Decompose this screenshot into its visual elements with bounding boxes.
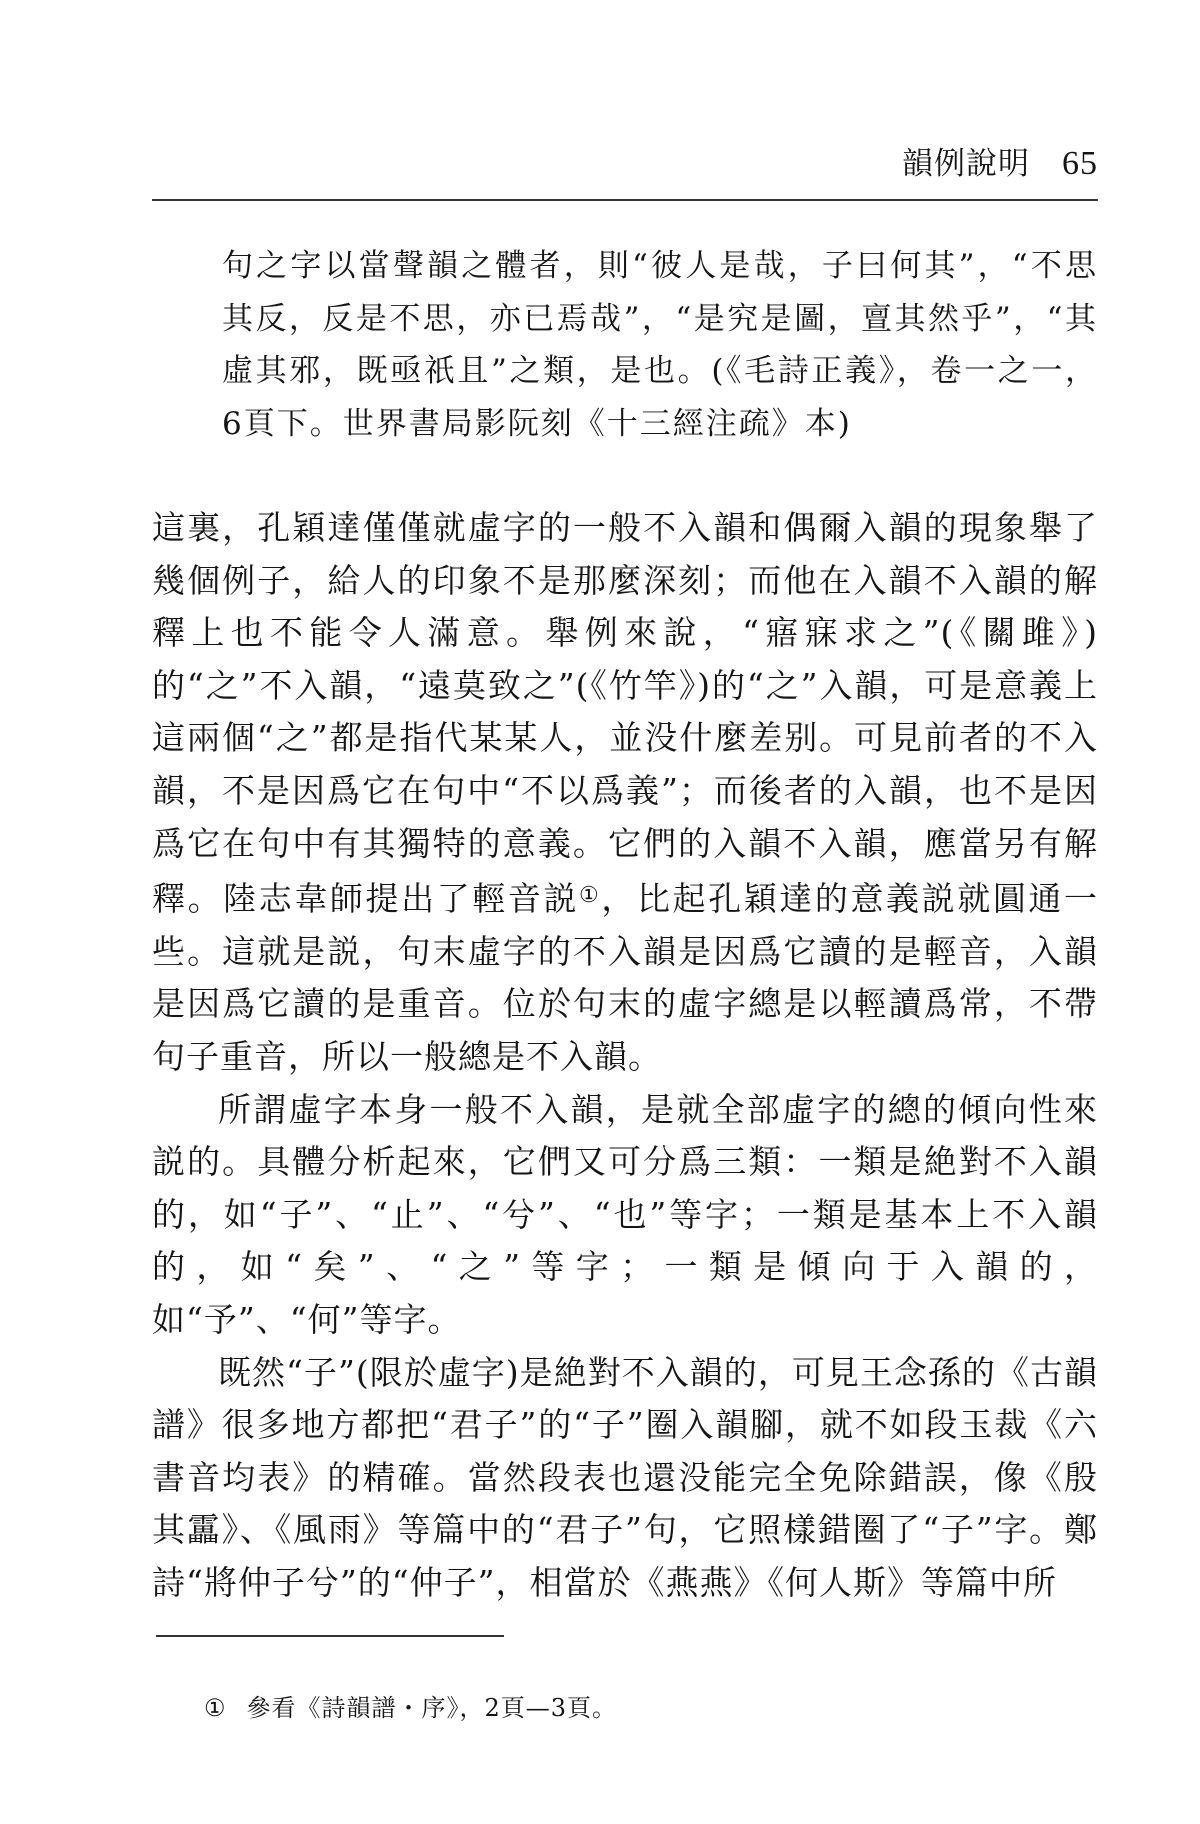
paragraph-1-part-1: 這裏，孔穎達僅僅就虛字的一般不入韻和偶爾入韻的現象舉了幾個例子，給人的印象不是那麼深刻；而他在入韻不入韻的解釋上也不能令人滿意。舉例來說，“寤寐求之”(《關雎》)的“之”不入韻，“遠莫致之”(《竹竿》)的“之”入韻，可是意義上這兩個“之”都是指代某某人，並没什麼差别。可見前者的不入韻，不是因爲它在句中“不以爲義”；而後者的入韻，也不是因爲它在句中有其獨特的意義。它們的入韻不入韻，應當另有解釋。陸志韋師提出了輕音説 [152,508,1098,919]
header-rule [152,199,1098,201]
footnote [204,1688,617,1723]
paragraph-1 [152,502,1098,1084]
footnote-rule [156,1635,504,1637]
paragraph-2: 所謂虛字本身一般不入韻，是就全部虛字的總的傾向性來説的。具體分析起來，它們又可分爲三類：一類是絶對不入韻的，如“子”、“止”、“兮”、“也”等字；一類是基本上不入韻的，如“矣”、“之”等字；一類是傾向于入韻的，如“予”、“何”等字。 [152,1089,1098,1339]
page-number: 65 [1062,145,1098,182]
footnote-reference[interactable]: ① [579,883,602,909]
body-text [152,502,1098,1609]
footnote-mark: ① [204,1694,227,1722]
section-title: 韻例說明 [902,146,1030,182]
paragraph-1-part-2: ，比起孔穎達的意義説就圓通一些。這就是説，句末虛字的不入韻是因爲它讀的是輕音，入韻是因爲它讀的是重音。位於句末的虛字總是以輕讀爲常，不帶句子重音，所以一般總是不入韻。 [152,879,1098,1076]
running-header [152,138,1098,188]
footnote-text: 參看《詩韻譜・序》，2頁—3頁。 [246,1694,618,1722]
paragraph-3: 既然“子”(限於虛字)是絶對不入韻的，可見王念孫的《古韻譜》很多地方都把“君子”的“子”圈入韻腳，就不如段玉裁《六書音均表》的精確。當然段表也還没能完全免除錯誤，像《殷其靁》、《風雨》等篇中的“君子”句，它照樣錯圈了“子”字。鄭詩“將仲子兮”的“仲子”，相當於《燕燕》《何人斯》等篇中所 [152,1352,1098,1602]
block-quote: 句之字以當聲韻之體者，則“彼人是哉，子曰何其”，“不思其反，反是不思，亦已焉哉”，“是究是圖，亶其然乎”，“其虛其邪，既亟祇且”之類，是也。(《毛詩正義》，卷一之一，6頁下。世界書局影阮刻《十三經注疏》本) [222,248,1098,442]
